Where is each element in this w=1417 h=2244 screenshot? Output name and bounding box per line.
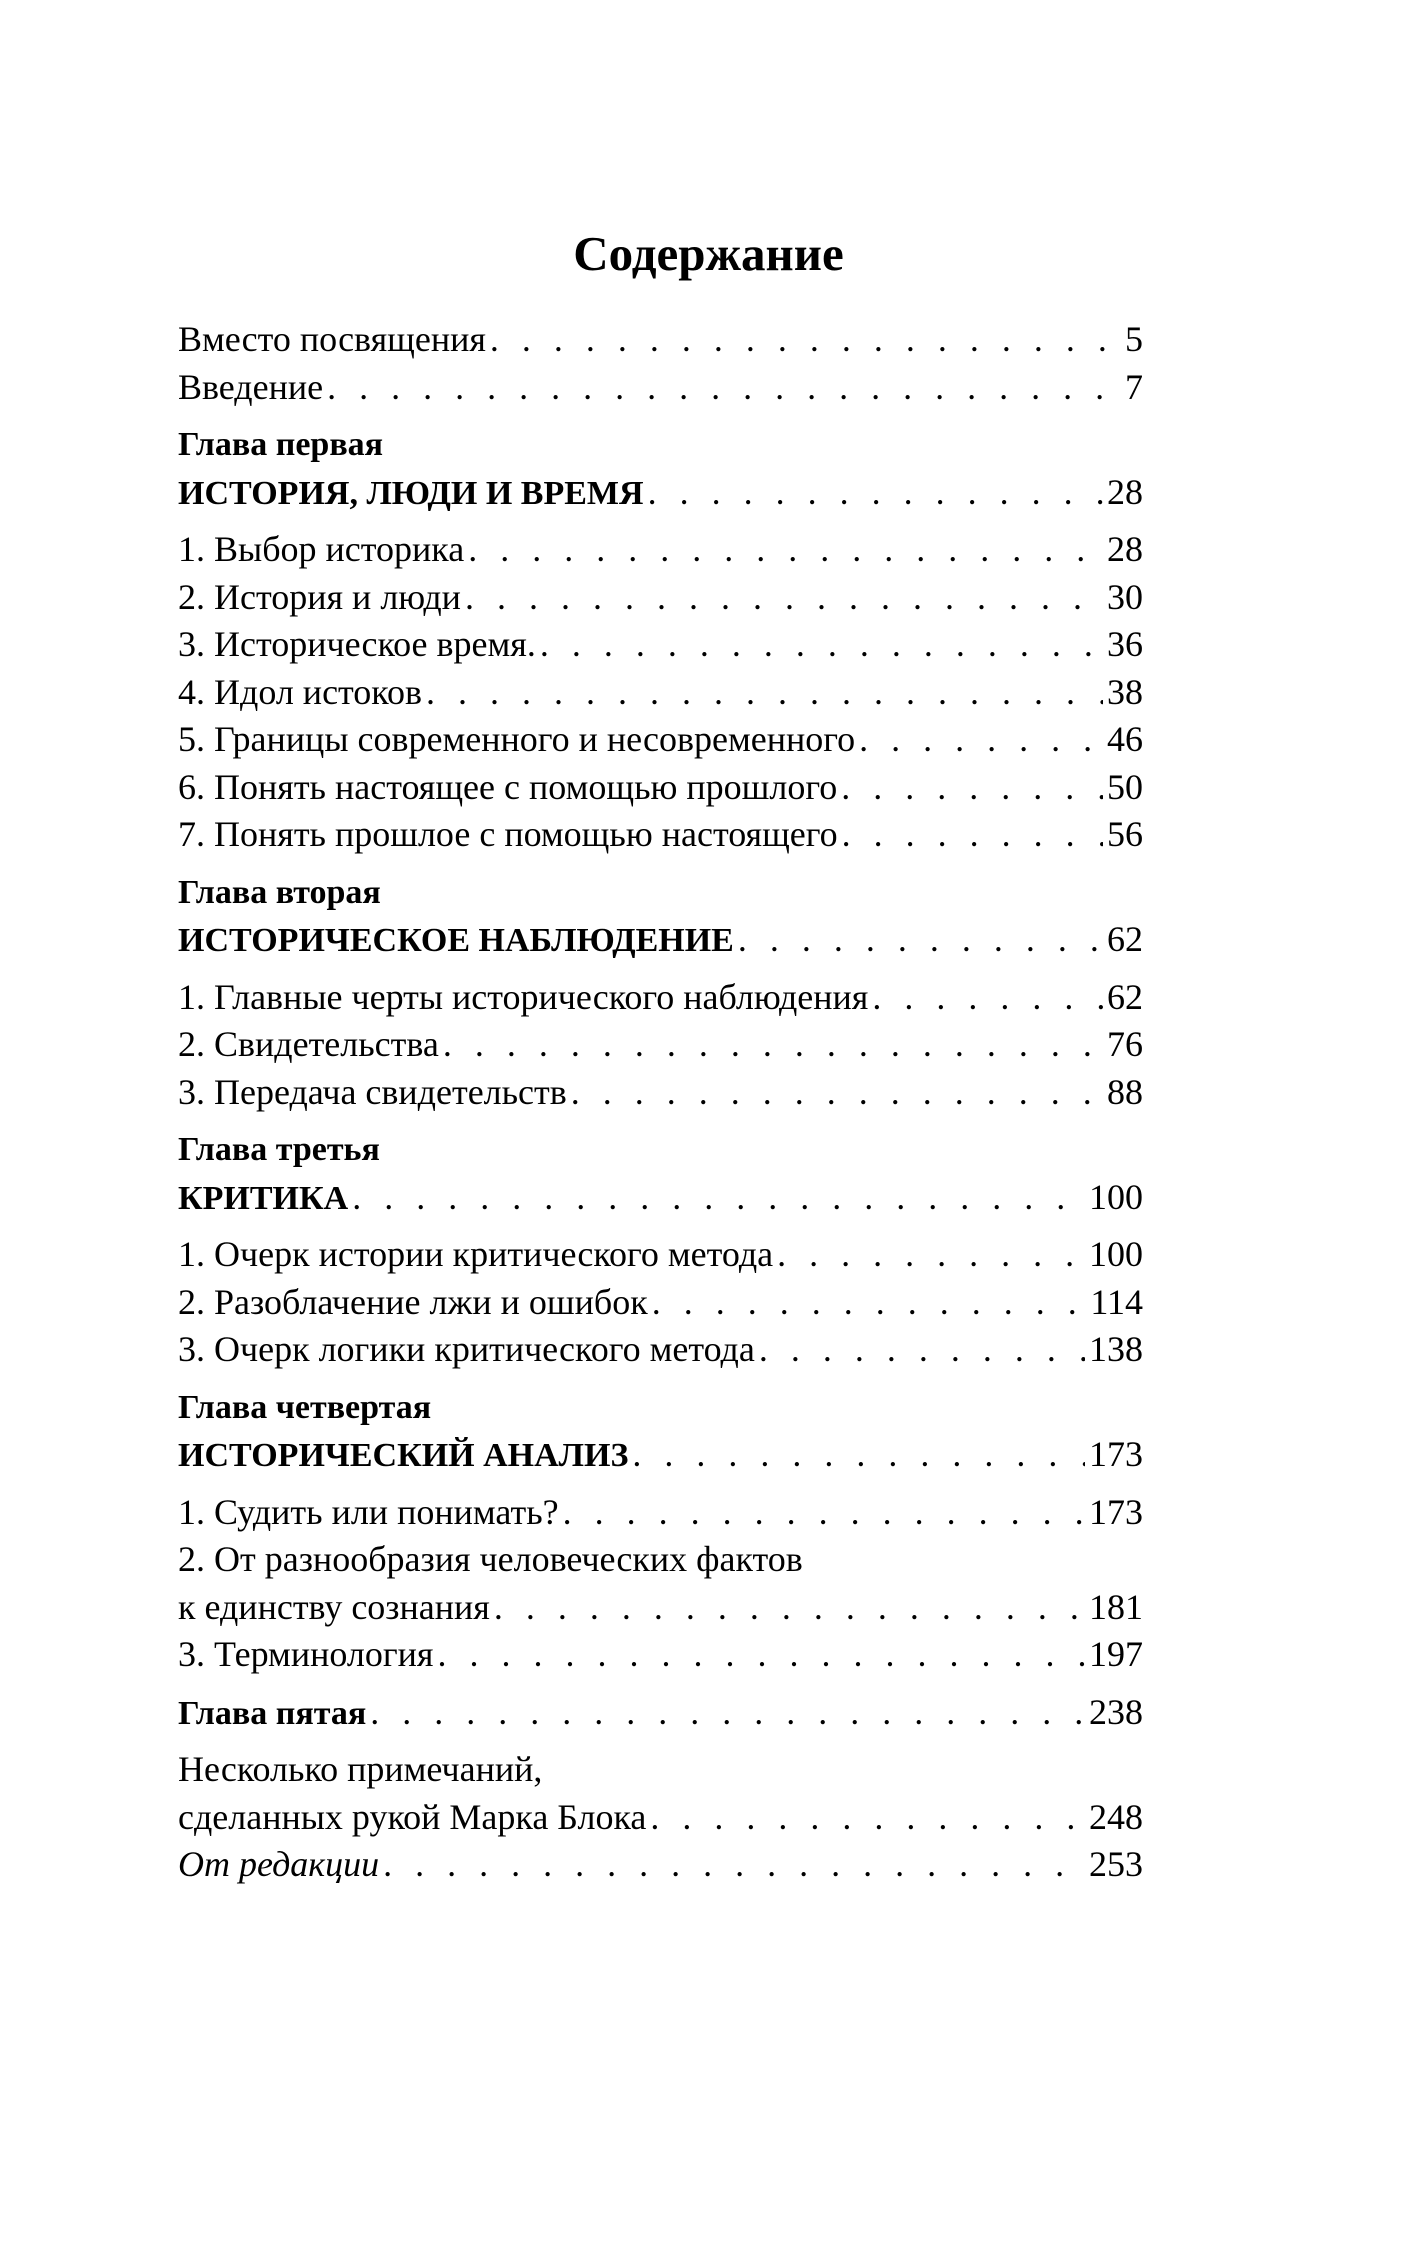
page-number: 7 — [1125, 366, 1143, 407]
page-number: 100 — [1089, 1234, 1143, 1274]
page-number: 30 — [1107, 576, 1143, 617]
toc-entry[interactable] — [178, 1794, 1143, 1842]
entry-title: Вместо посвящения — [178, 319, 486, 359]
dot-leader — [777, 1231, 1085, 1279]
dot-leader — [632, 1431, 1085, 1479]
toc-entry[interactable] — [178, 811, 1143, 859]
page-title: Содержание — [573, 226, 844, 281]
dot-leader — [540, 621, 1103, 669]
entry-title: От редакции — [178, 1844, 380, 1884]
page-number: 253 — [1089, 1844, 1143, 1884]
toc-entry[interactable] — [178, 621, 1143, 669]
page-number: 114 — [1090, 1281, 1143, 1322]
toc-entry-introduction[interactable] — [178, 364, 1143, 412]
dot-leader — [370, 1689, 1085, 1737]
page-number: 173 — [1089, 1434, 1143, 1474]
chapter-heading[interactable] — [178, 1431, 1143, 1479]
dot-leader — [465, 574, 1103, 622]
entry-title: Введение — [178, 366, 324, 407]
chapter-title: ИСТОРИЧЕСКИЙ АНАЛИЗ — [178, 1437, 629, 1474]
toc-entry[interactable] — [178, 764, 1143, 812]
dot-leader — [352, 1174, 1085, 1222]
entry-title: 6. Понять настоящее с помощью прошлого — [178, 766, 838, 807]
page-number: 76 — [1107, 1024, 1143, 1064]
page-number: 197 — [1089, 1634, 1143, 1674]
toc-entry[interactable] — [178, 974, 1143, 1022]
dot-leader — [652, 1279, 1087, 1327]
toc-entry[interactable] — [178, 574, 1143, 622]
entry-title: 4. Идол истоков — [178, 671, 422, 712]
entry-title: 1. Судить или понимать? — [178, 1491, 559, 1532]
entry-title: 3. Терминология — [178, 1634, 434, 1674]
toc-entry[interactable] — [178, 669, 1143, 717]
page-number: 56 — [1107, 814, 1143, 854]
dot-leader — [426, 669, 1103, 717]
entry-title: 5. Границы современного и несовременного — [178, 719, 856, 759]
dot-leader — [443, 1021, 1103, 1069]
dot-leader — [650, 1794, 1085, 1842]
toc-entry[interactable] — [178, 1584, 1143, 1632]
chapter-heading[interactable] — [178, 469, 1143, 517]
chapter-label: Глава первая — [178, 426, 384, 463]
entry-title: 1. Выбор историка — [178, 529, 465, 569]
dot-leader — [738, 916, 1103, 964]
chapter-title: ИСТОРИЧЕСКОЕ НАБЛЮДЕНИЕ — [178, 922, 734, 959]
chapter-heading[interactable] — [178, 1689, 1143, 1737]
chapter-title: КРИТИКА — [178, 1179, 349, 1217]
toc-entry[interactable] — [178, 1021, 1143, 1069]
entry-title: 3. Историческое время. — [178, 624, 536, 664]
page-number: 38 — [1107, 671, 1143, 712]
dot-leader — [759, 1326, 1085, 1374]
toc-entry[interactable] — [178, 716, 1143, 764]
entry-title: 2. Разоблачение лжи и ошибок — [178, 1281, 648, 1322]
page-number: 62 — [1107, 919, 1143, 959]
page-number: 248 — [1089, 1796, 1143, 1837]
chapter-heading[interactable] — [178, 1174, 1143, 1222]
dot-leader — [859, 716, 1103, 764]
page-number: 50 — [1107, 766, 1143, 807]
chapter-label: Глава четвертая — [178, 1388, 432, 1426]
dot-leader — [437, 1631, 1085, 1679]
toc-entry[interactable] — [178, 1279, 1143, 1327]
toc-entry[interactable] — [178, 526, 1143, 574]
entry-title: 7. Понять прошлое с помощью настоящего — [178, 814, 838, 854]
chapter-heading[interactable] — [178, 916, 1143, 964]
toc-entry[interactable] — [178, 1489, 1143, 1537]
entry-title: 1. Главные черты исторического наблюдения — [178, 976, 869, 1017]
dot-leader — [383, 1841, 1085, 1889]
entry-title: 2. Свидетельства — [178, 1024, 439, 1064]
page-number: 36 — [1107, 624, 1143, 664]
page-number: 138 — [1089, 1329, 1143, 1369]
entry-title: 3. Передача свидетельств — [178, 1071, 567, 1112]
page-number: 88 — [1107, 1071, 1143, 1112]
entry-title: 1. Очерк истории критического метода — [178, 1234, 774, 1274]
dot-leader — [327, 364, 1121, 412]
chapter-label: Глава третья — [178, 1131, 380, 1168]
page-number: 62 — [1107, 976, 1143, 1017]
toc-entry[interactable] — [178, 1326, 1143, 1374]
toc-entry[interactable] — [178, 1231, 1143, 1279]
entry-title-line1[interactable]: 2. От разнообразия человеческих фактов — [178, 1539, 803, 1579]
dot-leader — [872, 974, 1103, 1022]
dot-leader — [841, 764, 1103, 812]
toc-entry[interactable] — [178, 1841, 1143, 1889]
page-number: 28 — [1107, 471, 1143, 512]
entry-title: сделанных рукой Марка Блока — [178, 1796, 647, 1837]
entry-title: 2. История и люди — [178, 576, 461, 617]
page-number: 28 — [1107, 529, 1143, 569]
page-number: 46 — [1107, 719, 1143, 759]
entry-title: к единству сознания — [178, 1586, 490, 1627]
toc-entry-dedication[interactable] — [178, 316, 1143, 364]
dot-leader — [490, 316, 1121, 364]
toc-entry[interactable] — [178, 1631, 1143, 1679]
chapter-label: Глава пятая — [178, 1694, 367, 1732]
page-number: 181 — [1089, 1586, 1143, 1627]
page-number: 5 — [1125, 319, 1143, 359]
dot-leader — [494, 1584, 1085, 1632]
dot-leader — [468, 526, 1103, 574]
entry-title-line1[interactable]: Несколько примечаний, — [178, 1749, 543, 1789]
page-number: 238 — [1089, 1691, 1143, 1732]
chapter-label: Глава вторая — [178, 873, 381, 911]
chapter-title: ИСТОРИЯ, ЛЮДИ И ВРЕМЯ — [178, 474, 644, 512]
table-of-contents — [178, 316, 1143, 1889]
dot-leader — [563, 1489, 1085, 1537]
entry-title: 3. Очерк логики критического метода — [178, 1329, 755, 1369]
dot-leader — [842, 811, 1103, 859]
toc-entry[interactable] — [178, 1069, 1143, 1117]
dot-leader — [571, 1069, 1103, 1117]
dot-leader — [648, 469, 1103, 517]
page-number: 173 — [1089, 1491, 1143, 1532]
page-number: 100 — [1089, 1176, 1143, 1217]
